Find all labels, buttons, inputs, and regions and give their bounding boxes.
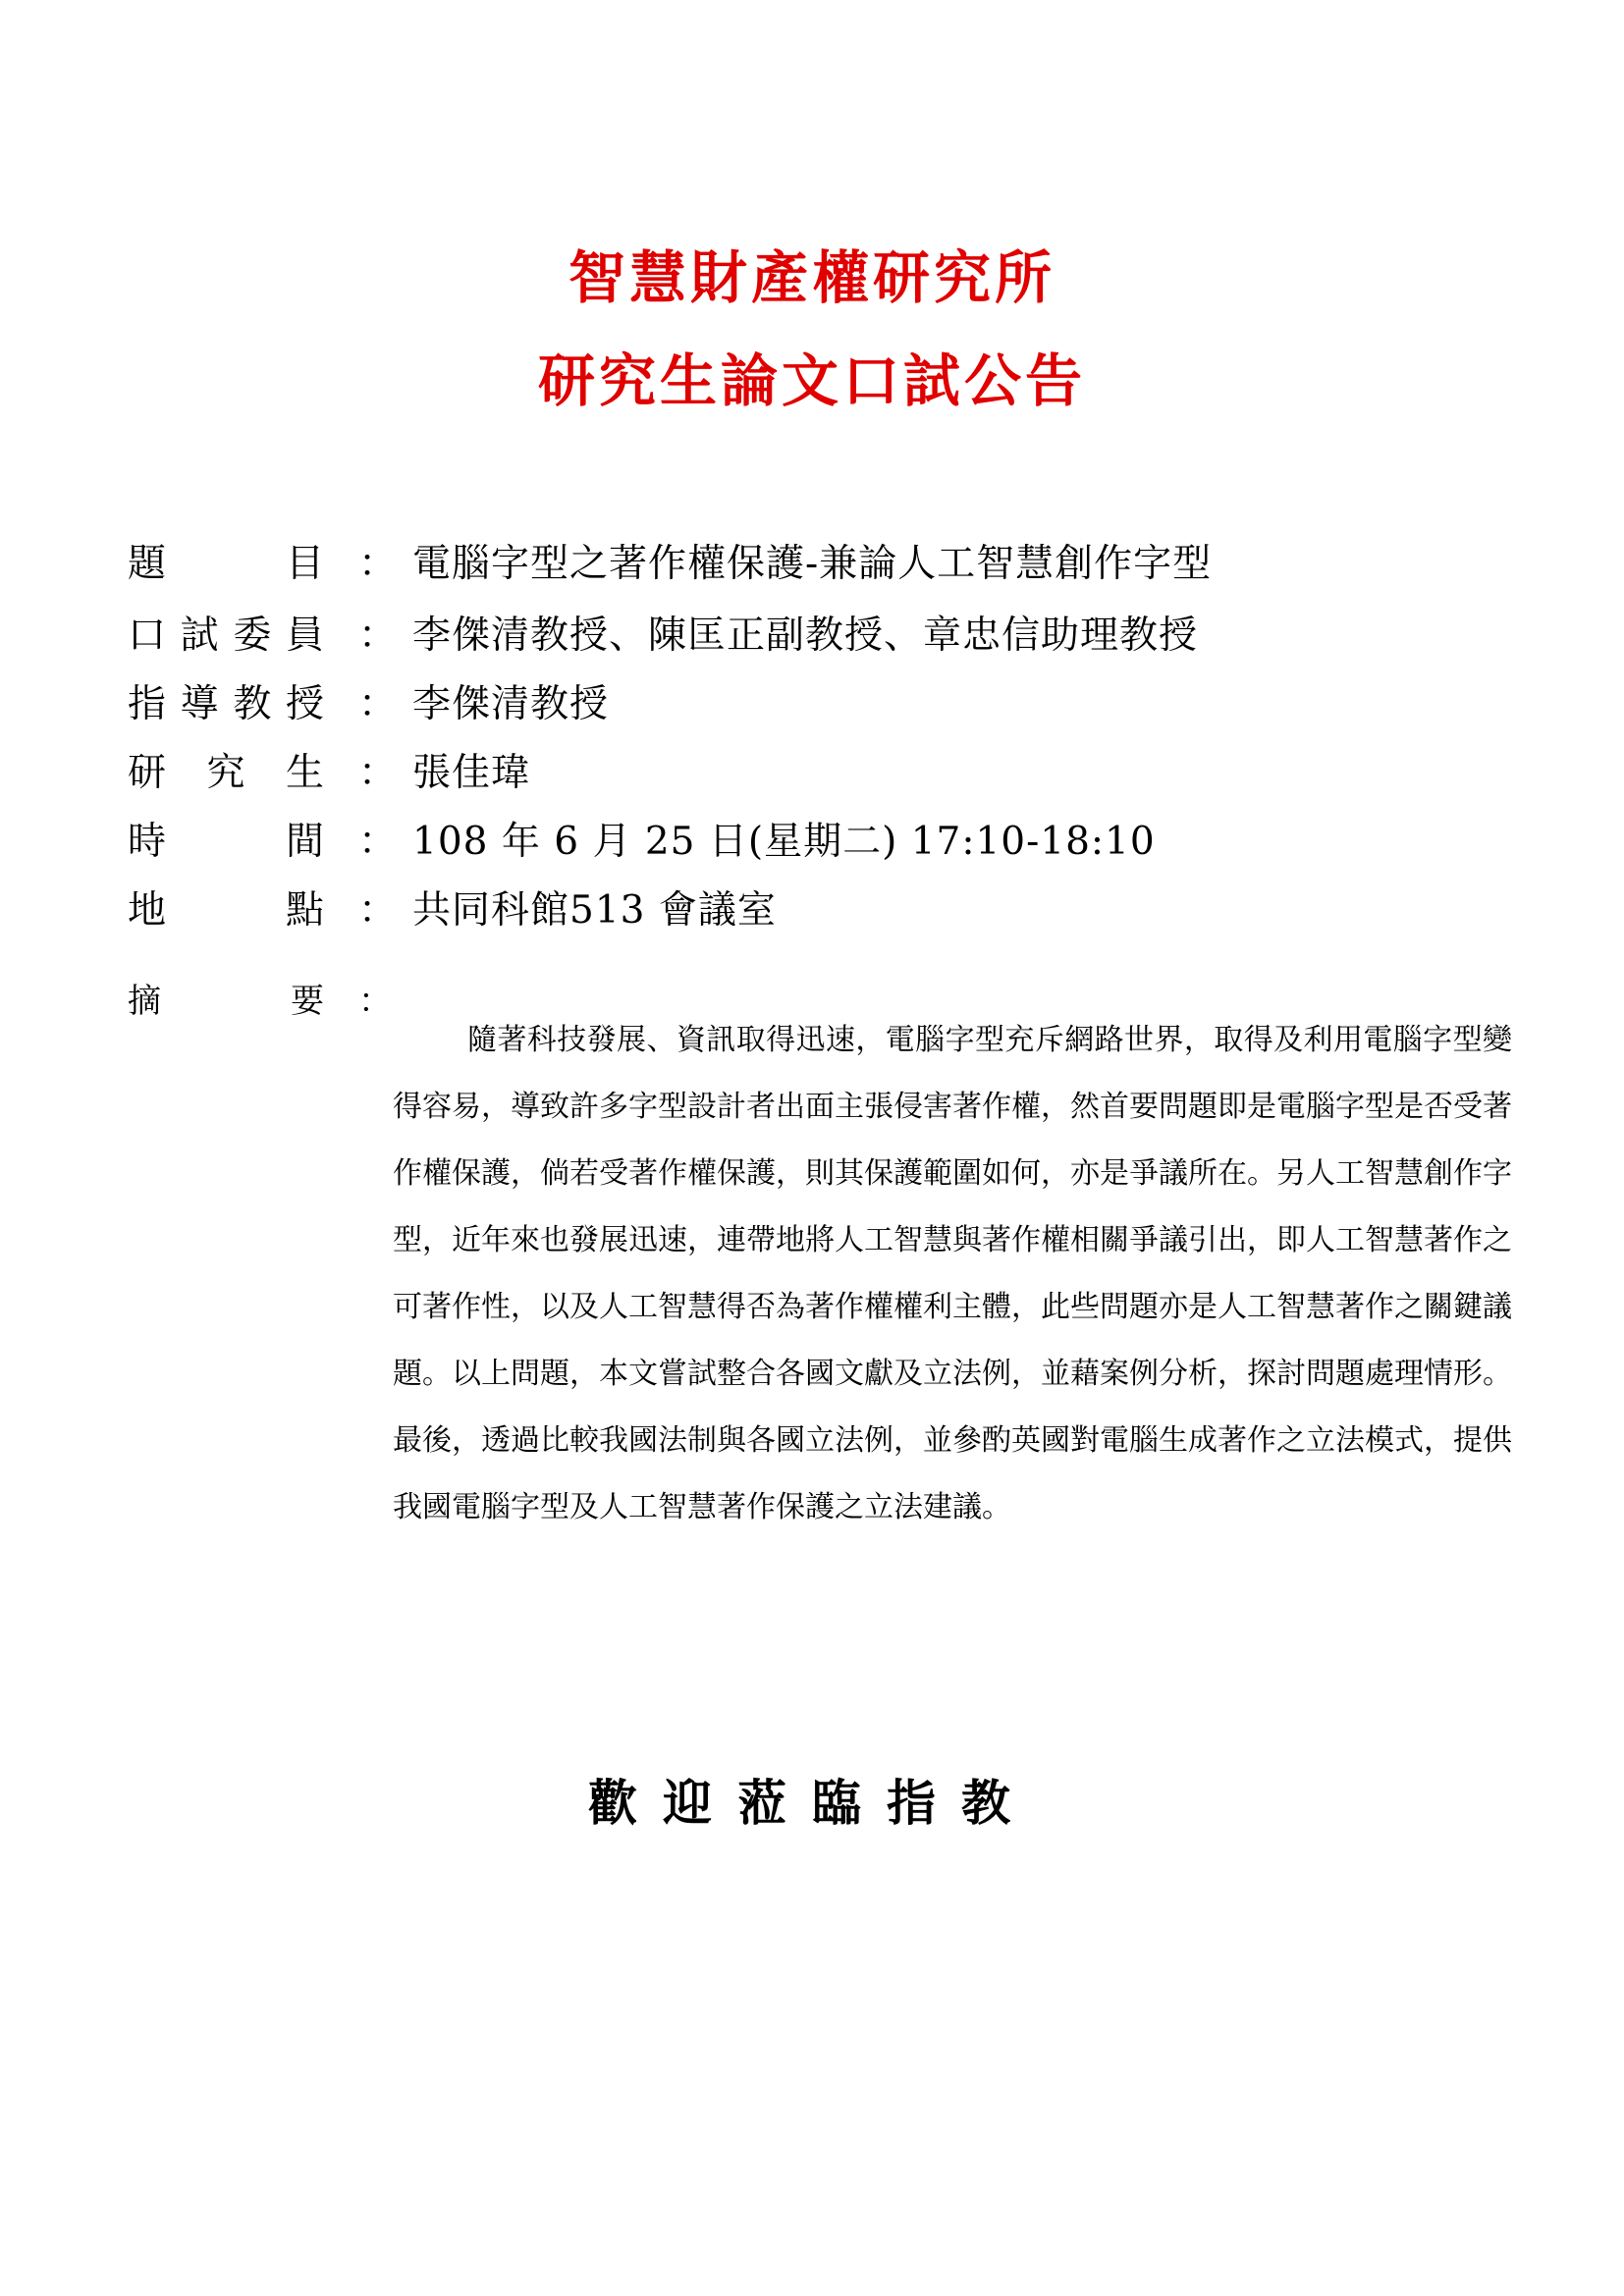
info-label-char: 題 bbox=[128, 542, 167, 586]
institute-title: 智慧財產權研究所 bbox=[568, 244, 1056, 311]
info-label bbox=[128, 607, 324, 666]
info-label bbox=[128, 881, 324, 940]
info-label-char: 口 bbox=[128, 614, 167, 658]
abstract-text: 隨著科技發展、資訊取得迅速，電腦字型充斥網路世界，取得及利用電腦字型變得容易，導致許多字型設計者出面主張侵害著作權，然首要問題即是電腦字型是否受著作權保護，倘若受著作權保護，則其保護範圍如何，亦是爭議所在。另人工智慧創作字型，近年來也發展迅速，連帶地將人工智慧與著作權相關爭議引出，即人工智慧著作之可著作性，以及人工智慧得否為著作權權利主體，此些問題亦是人工智慧著作之關鍵議題。以上問題，本文嘗試整合各國文獻及立法例，並藉案例分析，探討問題處理情形。最後，透過比較我國法制與各國立法例，並參酌英國對電腦生成著作之立法模式，提供我國電腦字型及人工智慧著作保護之立法建議。 bbox=[393, 1023, 1512, 1524]
abstract-label bbox=[128, 972, 324, 1031]
info-label-char: 導 bbox=[180, 682, 219, 726]
info-value: 108 年 6 月 25 日(星期二) 17:10-18:10 bbox=[412, 820, 1156, 864]
info-value: 李傑清教授、陳匡正副教授、章忠信助理教授 bbox=[412, 614, 1199, 658]
info-label bbox=[128, 675, 324, 734]
info-label-char: 時 bbox=[128, 820, 167, 864]
info-value: 電腦字型之著作權保護-兼論人工智慧創作字型 bbox=[412, 542, 1213, 586]
info-value: 共同科館513 會議室 bbox=[412, 888, 777, 933]
info-label bbox=[128, 813, 324, 872]
info-colon: ： bbox=[358, 682, 398, 726]
info-value: 張佳瑋 bbox=[412, 751, 531, 795]
abstract-label-char: 摘 bbox=[128, 982, 161, 1021]
abstract-colon: ： bbox=[358, 982, 392, 1021]
info-colon: ： bbox=[358, 751, 398, 795]
info-label bbox=[128, 744, 324, 803]
info-label-char: 員 bbox=[285, 614, 324, 658]
announcement-title: 研究生論文口試公告 bbox=[537, 347, 1086, 414]
info-label-char: 研 bbox=[128, 751, 167, 795]
info-label-char: 間 bbox=[285, 820, 324, 864]
info-label bbox=[128, 535, 324, 594]
welcome-message: 歡迎蒞臨指教 bbox=[588, 1774, 1036, 1832]
info-label-char: 目 bbox=[285, 542, 324, 586]
info-label-char: 地 bbox=[128, 888, 167, 933]
info-label-char: 教 bbox=[233, 682, 272, 726]
info-label-char: 指 bbox=[128, 682, 167, 726]
info-label-char: 授 bbox=[285, 682, 324, 726]
info-label-char: 究 bbox=[206, 751, 245, 795]
abstract-label-char: 要 bbox=[291, 982, 324, 1021]
info-label-char: 點 bbox=[285, 888, 324, 933]
info-colon: ： bbox=[358, 542, 398, 586]
info-label-char: 生 bbox=[285, 751, 324, 795]
info-label-char: 試 bbox=[180, 614, 219, 658]
info-label-char: 委 bbox=[233, 614, 272, 658]
info-colon: ： bbox=[358, 888, 398, 933]
info-colon: ： bbox=[358, 820, 398, 864]
info-colon: ： bbox=[358, 614, 398, 658]
info-value: 李傑清教授 bbox=[412, 682, 610, 726]
